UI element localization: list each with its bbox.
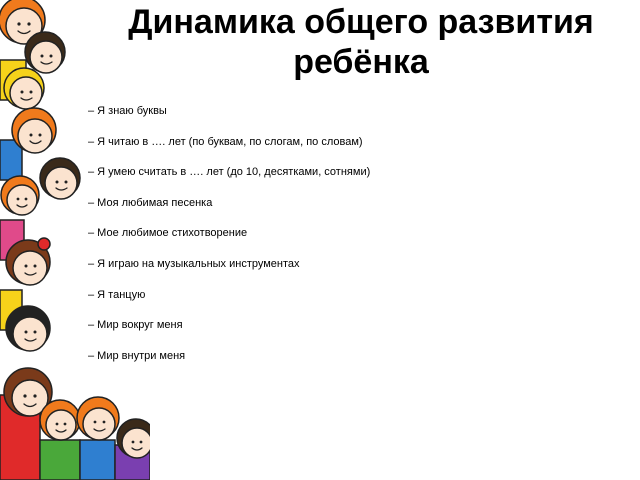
list-item: – Я читаю в …. лет (по буквам, по слогам, по словам) xyxy=(88,135,363,148)
page-title xyxy=(82,2,640,82)
list-item: – Моя любимая песенка xyxy=(88,196,213,209)
list-item: – Мое любимое стихотворение xyxy=(88,227,248,240)
development-list xyxy=(88,104,370,379)
title-line-1: Динамика общего развития xyxy=(128,3,594,41)
list-item: – Я танцую xyxy=(88,288,146,301)
title-line-2: ребёнка xyxy=(293,43,429,81)
list-item: – Мир внутри меня xyxy=(88,349,186,362)
list-item: – Мир вокруг меня xyxy=(88,319,183,332)
list-item: – Я умею считать в …. лет (до 10, десятками, сотнями) xyxy=(88,166,371,179)
list-item: – Я знаю буквы xyxy=(88,105,167,117)
list-item: – Я играю на музыкальных инструментах xyxy=(88,257,300,270)
